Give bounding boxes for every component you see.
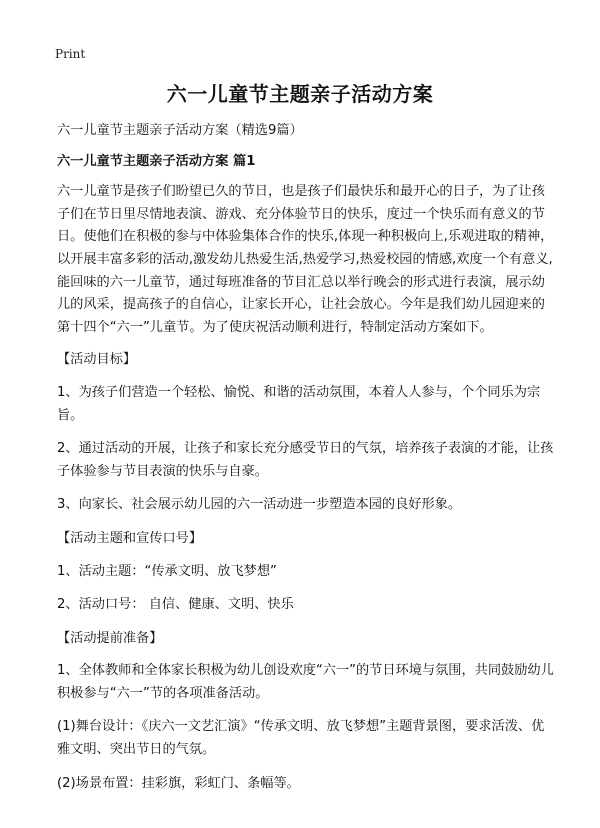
goal-item: 2、通过活动的开展，让孩子和家长充分感受节日的气氛，培养孩子表演的才能，让孩子体验参与节目表演的快乐与自豪。 xyxy=(57,441,554,479)
prep-item: (1)舞台设计：《庆六一文艺汇演》“传承文明、放飞梦想”主题背景图，要求活泼、优雅文明、突出节日的气氛。 xyxy=(57,719,545,758)
prep-heading: 【活动提前准备】 xyxy=(57,630,163,646)
prep-item: (2)场景布置：挂彩旗，彩虹门、条幅等。 xyxy=(57,775,300,791)
section-title: 六一儿童节主题亲子活动方案 篇1 xyxy=(57,153,256,169)
document-body xyxy=(57,120,557,806)
prep-item: 1、全体教师和全体家长积极为幼儿创设欢度“六一”的节日环境与氛围，共同鼓励幼儿积极参与“六一”节的各项准备活动。 xyxy=(57,663,554,701)
document-subtitle: 六一儿童节主题亲子活动方案（精选9篇） xyxy=(57,123,303,138)
intro-paragraph: 六一儿童节是孩子们盼望已久的节日，也是孩子们最快乐和最开心的日子，为了让孩子们在节日里尽情地表演、游戏、充分体验节日的快乐，度过一个快乐而有意义的节日。使他们在积极的参与中体验集体合作的快乐,体现一种积极向上,乐观进取的精神，以开展丰富多彩的活动,激发幼儿热爱生活,热爱学习,热爱校园的情感,欢度一个有意义,能回味的六一儿童节，通过每班准备的节目汇总以举行晚会的形式进行表演，展示幼儿的风采，提高孩子的自信心，让家长开心，让社会放心。今年是我们幼儿园迎来的第十四个“六一”儿童节。为了使庆祝活动顺利进行，特制定活动方案如下。 xyxy=(57,184,554,335)
theme-heading: 【活动主题和宣传口号】 xyxy=(57,530,203,546)
document-title: 六一儿童节主题亲子活动方案 xyxy=(166,82,434,106)
goal-item: 1、为孩子们营造一个轻松、愉悦、和谐的活动氛围，本着人人参与，个个同乐为宗旨。 xyxy=(57,384,541,423)
theme-item: 1、活动主题：“传承文明、放飞梦想” xyxy=(57,563,277,579)
theme-item: 2、活动口号： 自信、健康、文明、快乐 xyxy=(57,597,294,613)
goals-heading: 【活动目标】 xyxy=(57,352,137,368)
goal-item: 3、向家长、社会展示幼儿园的六一活动进一步塑造本园的良好形象。 xyxy=(57,497,462,513)
print-link[interactable]: Print xyxy=(55,47,86,61)
